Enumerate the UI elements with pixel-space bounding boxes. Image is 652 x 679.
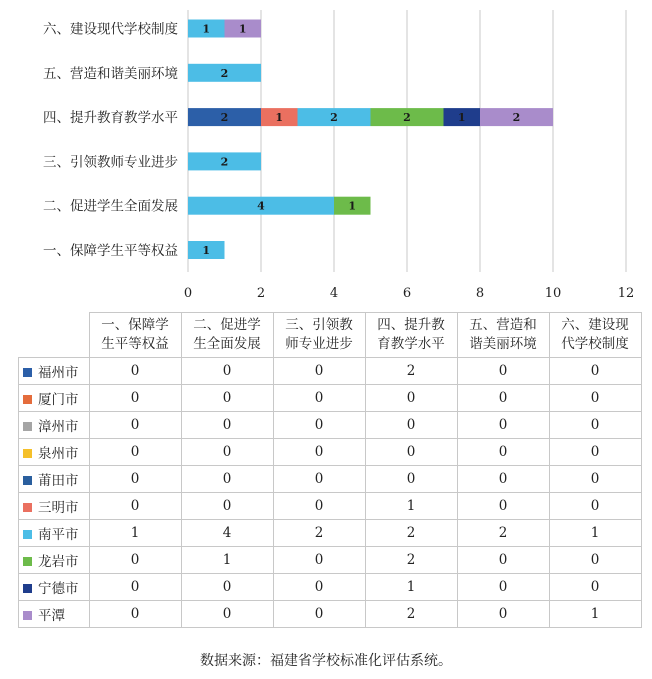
table-cell: 0 bbox=[457, 601, 549, 628]
table-cell: 0 bbox=[181, 358, 273, 385]
table-cell: 0 bbox=[273, 466, 365, 493]
header-text-line: 生全面发展 bbox=[193, 336, 261, 352]
table-cell: 2 bbox=[365, 358, 457, 385]
series-name: 漳州市 bbox=[38, 419, 79, 435]
table-cell: 0 bbox=[457, 466, 549, 493]
table-row bbox=[19, 547, 642, 574]
table-column-header bbox=[549, 313, 641, 358]
table-cell: 0 bbox=[89, 547, 181, 574]
table-corner-cell bbox=[19, 313, 90, 358]
series-name: 泉州市 bbox=[38, 446, 79, 462]
header-text-line: 四、提升教 bbox=[377, 317, 445, 333]
series-name-cell bbox=[19, 547, 90, 574]
table-cell: 0 bbox=[365, 385, 457, 412]
source-note: 数据来源：福建省学校标准化评估系统。 bbox=[200, 653, 452, 669]
table-cell: 0 bbox=[181, 601, 273, 628]
table-cell: 0 bbox=[89, 439, 181, 466]
header-text-line: 一、保障学 bbox=[101, 317, 169, 333]
header-text-line: 育教学水平 bbox=[377, 336, 445, 352]
table-cell: 1 bbox=[549, 520, 641, 547]
table-cell: 0 bbox=[89, 493, 181, 520]
header-text-line: 谐美丽环境 bbox=[469, 336, 537, 352]
table-cell: 0 bbox=[181, 439, 273, 466]
header-text-line: 三、引领教 bbox=[285, 317, 353, 333]
table-cell: 0 bbox=[273, 547, 365, 574]
legend-swatch bbox=[23, 476, 32, 485]
table-cell: 0 bbox=[549, 412, 641, 439]
bar-value-label: 2 bbox=[220, 66, 229, 80]
bar-value-label: 1 bbox=[348, 199, 357, 213]
table-cell: 0 bbox=[457, 385, 549, 412]
table-cell: 0 bbox=[457, 547, 549, 574]
series-name: 平潭 bbox=[38, 608, 65, 624]
table-row bbox=[19, 412, 642, 439]
table-cell: 0 bbox=[273, 412, 365, 439]
table-cell: 0 bbox=[549, 439, 641, 466]
table-cell: 0 bbox=[457, 493, 549, 520]
x-tick-label: 4 bbox=[329, 286, 339, 301]
legend-swatch bbox=[23, 611, 32, 620]
table-cell: 0 bbox=[273, 385, 365, 412]
table-row bbox=[19, 466, 642, 493]
table-cell: 1 bbox=[365, 493, 457, 520]
series-name: 南平市 bbox=[38, 527, 79, 543]
table-cell: 2 bbox=[365, 520, 457, 547]
header-text-line: 五、营造和 bbox=[469, 317, 537, 333]
table-cell: 1 bbox=[89, 520, 181, 547]
legend-swatch bbox=[23, 557, 32, 566]
table-cell: 0 bbox=[365, 466, 457, 493]
table-cell: 0 bbox=[457, 574, 549, 601]
legend-swatch bbox=[23, 368, 32, 377]
table-cell: 2 bbox=[273, 520, 365, 547]
series-name: 龙岩市 bbox=[38, 554, 79, 570]
bar-value-label: 1 bbox=[202, 22, 211, 36]
legend-swatch bbox=[23, 422, 32, 431]
gridlines bbox=[188, 10, 626, 272]
table-cell: 0 bbox=[89, 385, 181, 412]
header-text-line: 师专业进步 bbox=[285, 336, 353, 352]
table-column-header bbox=[457, 313, 549, 358]
table-cell: 0 bbox=[365, 439, 457, 466]
bar-value-label: 1 bbox=[238, 22, 247, 36]
category-labels bbox=[43, 21, 178, 260]
x-tick-label: 6 bbox=[402, 286, 412, 301]
table-cell: 0 bbox=[89, 601, 181, 628]
table-row bbox=[19, 358, 642, 385]
table-cell: 1 bbox=[181, 547, 273, 574]
header-text-line: 六、建设现 bbox=[561, 317, 629, 333]
table-row bbox=[19, 574, 642, 601]
table-cell: 0 bbox=[549, 385, 641, 412]
x-tick-label: 12 bbox=[617, 286, 635, 301]
bar-value-label: 1 bbox=[202, 244, 211, 257]
table-header-row bbox=[19, 313, 642, 358]
series-name: 莆田市 bbox=[38, 473, 79, 489]
table-cell: 4 bbox=[181, 520, 273, 547]
bar-value-label: 2 bbox=[220, 155, 229, 169]
x-tick-label: 10 bbox=[544, 286, 562, 301]
x-tick-label: 0 bbox=[183, 286, 193, 301]
header-text-line: 生平等权益 bbox=[101, 336, 169, 352]
table-cell: 0 bbox=[89, 358, 181, 385]
category-label: 三、引领教师专业进步 bbox=[43, 154, 178, 171]
table-cell: 1 bbox=[365, 574, 457, 601]
bar-value-label: 2 bbox=[330, 111, 338, 125]
table-cell: 0 bbox=[181, 466, 273, 493]
table-cell: 0 bbox=[181, 574, 273, 601]
table-cell: 0 bbox=[89, 412, 181, 439]
bars bbox=[188, 20, 553, 260]
table-row bbox=[19, 601, 642, 628]
x-tick-labels bbox=[184, 286, 634, 301]
series-name: 福州市 bbox=[38, 365, 79, 381]
category-label: 六、建设现代学校制度 bbox=[43, 21, 178, 38]
table-column-header bbox=[365, 313, 457, 358]
table-cell: 0 bbox=[457, 358, 549, 385]
table-cell: 0 bbox=[549, 358, 641, 385]
bar-value-label: 1 bbox=[275, 111, 284, 125]
series-name-cell bbox=[19, 385, 90, 412]
table-row bbox=[19, 439, 642, 466]
series-name: 三明市 bbox=[38, 500, 79, 516]
table-cell: 0 bbox=[273, 601, 365, 628]
series-name: 厦门市 bbox=[38, 392, 79, 408]
data-table bbox=[18, 312, 642, 628]
series-name-cell bbox=[19, 601, 90, 628]
table-column-header bbox=[89, 313, 181, 358]
legend-swatch bbox=[23, 395, 32, 404]
series-name: 宁德市 bbox=[38, 581, 79, 597]
table-row bbox=[19, 493, 642, 520]
table-row bbox=[19, 385, 642, 412]
table-cell: 0 bbox=[181, 493, 273, 520]
table-cell: 2 bbox=[365, 601, 457, 628]
table-cell: 0 bbox=[181, 385, 273, 412]
category-label: 一、保障学生平等权益 bbox=[43, 243, 178, 259]
series-name-cell bbox=[19, 439, 90, 466]
bar-value-label: 2 bbox=[403, 111, 411, 125]
x-tick-label: 2 bbox=[256, 286, 266, 301]
table-cell: 0 bbox=[549, 574, 641, 601]
series-name-cell bbox=[19, 358, 90, 385]
table-body bbox=[19, 358, 642, 628]
table-cell: 2 bbox=[457, 520, 549, 547]
table-cell: 0 bbox=[181, 412, 273, 439]
table-column-header bbox=[181, 313, 273, 358]
series-name-cell bbox=[19, 493, 90, 520]
stacked-bar-chart bbox=[0, 0, 652, 312]
header-text-line: 二、促进学 bbox=[193, 317, 261, 333]
bar-value-label: 1 bbox=[457, 111, 466, 125]
table-cell: 0 bbox=[89, 466, 181, 493]
legend-swatch bbox=[23, 584, 32, 593]
table-cell: 0 bbox=[89, 574, 181, 601]
table-cell: 0 bbox=[549, 547, 641, 574]
table-cell: 0 bbox=[549, 466, 641, 493]
bar-value-label: 4 bbox=[257, 199, 265, 213]
series-name-cell bbox=[19, 412, 90, 439]
header-text-line: 代学校制度 bbox=[561, 336, 629, 352]
table-cell: 0 bbox=[457, 412, 549, 439]
series-name-cell bbox=[19, 574, 90, 601]
legend-swatch bbox=[23, 530, 32, 539]
category-label: 五、营造和谐美丽环境 bbox=[43, 65, 178, 82]
bar-value-label: 2 bbox=[512, 111, 521, 125]
series-name-cell bbox=[19, 520, 90, 547]
table-cell: 0 bbox=[273, 439, 365, 466]
table-cell: 0 bbox=[549, 493, 641, 520]
table-cell: 2 bbox=[365, 547, 457, 574]
table-cell: 0 bbox=[273, 358, 365, 385]
table-cell: 0 bbox=[365, 412, 457, 439]
series-name-cell bbox=[19, 466, 90, 493]
legend-swatch bbox=[23, 449, 32, 458]
table-cell: 0 bbox=[273, 493, 365, 520]
table-cell: 1 bbox=[549, 601, 641, 628]
legend-swatch bbox=[23, 503, 32, 512]
category-label: 二、促进学生全面发展 bbox=[43, 198, 178, 215]
table-cell: 0 bbox=[273, 574, 365, 601]
category-label: 四、提升教育教学水平 bbox=[43, 110, 178, 127]
x-tick-label: 8 bbox=[475, 286, 485, 301]
table-column-header bbox=[273, 313, 365, 358]
bar-value-label: 2 bbox=[220, 111, 229, 125]
table-cell: 0 bbox=[457, 439, 549, 466]
table-row bbox=[19, 520, 642, 547]
